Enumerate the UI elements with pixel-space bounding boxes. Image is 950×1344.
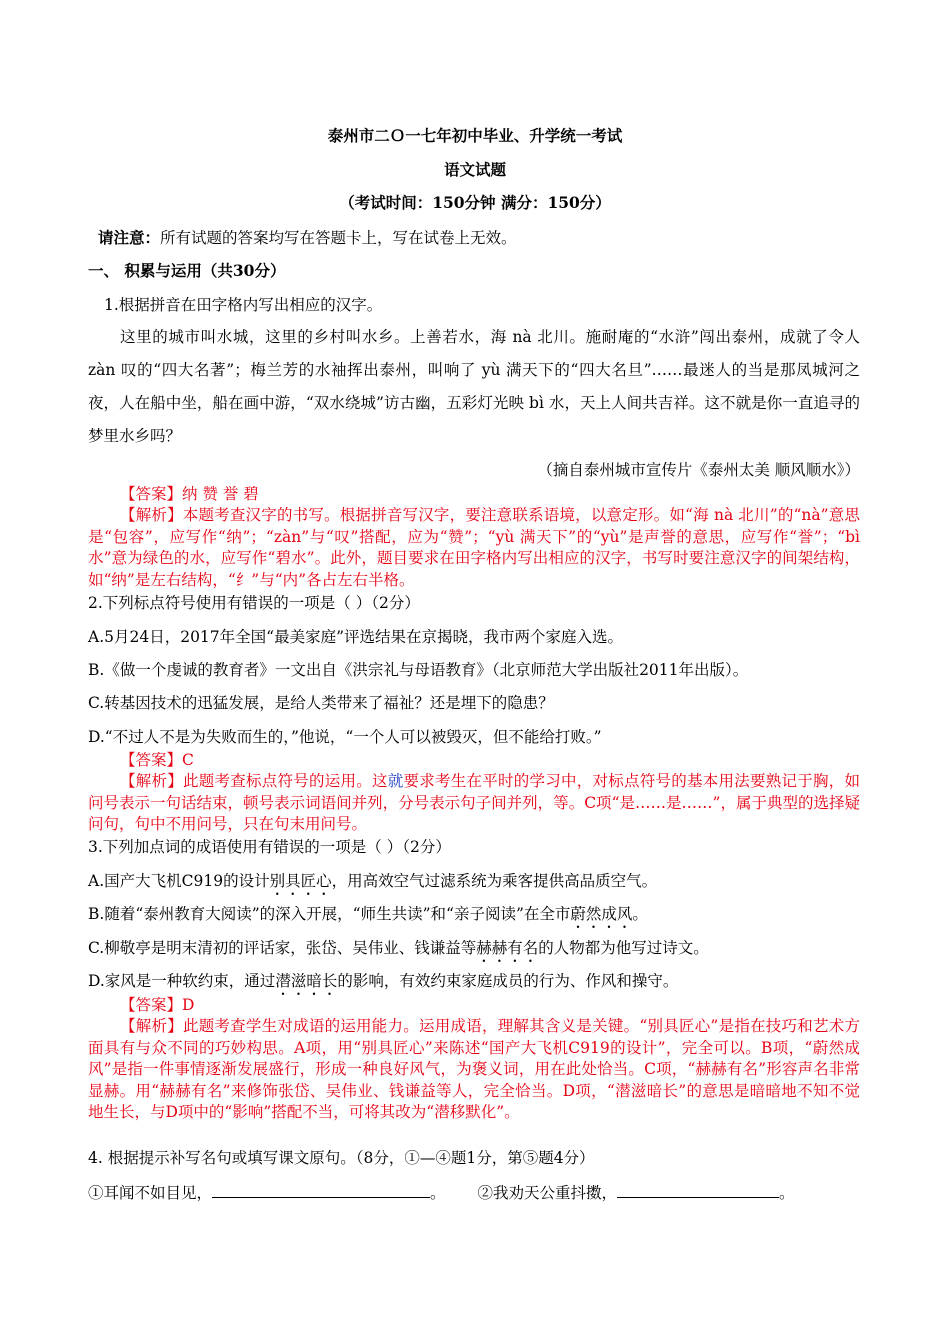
q2-option-d: D.“不过人不是为失败而生的，”他说，“一个人可以被毁灭，但不能给打败。” — [88, 728, 602, 746]
section-heading: 一、 积累与运用（共30分） — [88, 261, 286, 280]
analysis-text: 要求考生在平时的学习中，对标点符号的基本用法要熟记于胸，如问号表示一句话结束，顿号表示词语间并列，分号表示句子间并列，等。C项“是……是……”，属于典型的选择疑问句，句中不用问号，只在句末用问号。 — [88, 772, 860, 833]
q4-item1: ①耳闻不如目见， — [88, 1184, 213, 1202]
exam-info: （考试时间：150分钟 满分：150分） — [339, 193, 611, 212]
answer-text: 纳 赞 誉 碧 — [182, 485, 259, 503]
answer-label: 【答案】 — [120, 751, 183, 769]
q3-option-b — [88, 903, 648, 932]
option-text: A.国产大飞机C919的设计 — [88, 872, 270, 890]
answer-blank[interactable] — [212, 1181, 430, 1198]
answer-text: D — [182, 996, 195, 1014]
q2-stem: 2.下列标点符号使用有错误的一项是（ ）（2分） — [88, 594, 420, 612]
answer-label: 【答案】 — [120, 485, 183, 503]
option-text: ，用高效空气过滤系统为乘客提供高品质空气。 — [331, 872, 658, 890]
q1-stem: 1.根据拼音在田字格内写出相应的汉字。 — [104, 296, 383, 314]
q2-option-b: B.《做一个虔诚的教育者》一文出自《洪宗礼与母语教育》（北京师范大学出版社2011年出版）。 — [88, 661, 749, 679]
q4-item1-end: 。 — [430, 1184, 446, 1202]
notice-text: 所有试题的答案均写在答题卡上，写在试卷上无效。 — [160, 229, 517, 247]
q3-stem: 3.下列加点词的成语使用有错误的一项是（ ）（2分） — [88, 838, 451, 856]
q4-stem: 4. 根据提示补写名句或填写课文原句。（8分，①—④题1分，第⑤题4分） — [88, 1149, 595, 1167]
q2-analysis — [88, 771, 860, 836]
answer-label: 【答案】 — [120, 996, 183, 1014]
dotted-idiom: 蔚然成风 — [570, 905, 633, 923]
notice — [98, 227, 517, 249]
exam-subtitle: 语文试题 — [443, 160, 506, 179]
analysis-label: 【解析】 — [120, 506, 183, 524]
dotted-idiom: 潜滋暗长 — [275, 972, 338, 990]
q2-option-a: A.5月24日，2017年全国“最美家庭”评选结果在京揭晓，我市两个家庭入选。 — [88, 628, 624, 646]
dotted-idiom: 赫赫有名 — [476, 939, 539, 957]
option-text: C.柳敬亭是明末清初的评话家，张岱、吴伟业、钱谦益等 — [88, 939, 477, 957]
option-text: 的影响，有效约束家庭成员的行为、作风和操守。 — [337, 972, 679, 990]
exam-title: 泰州市二Ｏ一七年初中毕业、升学统一考试 — [327, 126, 623, 145]
q4-items — [88, 1181, 795, 1204]
q1-analysis — [88, 505, 860, 591]
answer-blank[interactable] — [617, 1181, 779, 1198]
analysis-highlight: 就 — [387, 772, 404, 790]
q2-option-c: C.转基因技术的迅猛发展，是给人类带来了福祉？还是埋下的隐患？ — [88, 694, 554, 712]
analysis-label: 【解析】 — [120, 772, 183, 790]
option-text: D.家风是一种软约束，通过 — [88, 972, 276, 990]
q3-option-a — [88, 870, 657, 899]
analysis-text: 此题考查学生对成语的运用能力。运用成语，理解其含义是关键。“别具匠心”是指在技巧和艺术方面具有与众不同的巧妙构思。A项，用“别具匠心”来陈述“国产大飞机C919的设计”，完全可以。B项，“蔚然成风”是指一件事情逐渐发展盛行，形成一种良好风气，为褒义词，用在此处恰当。C项，“赫赫有名”形容声名非常显赫。用“赫赫有名”来修饰张岱、吴伟业、钱谦益等人，完全恰当。D项，“潜滋暗长”的意思是暗暗地不知不觉地生长，与D项中的“影响”搭配不当，可将其改为“潜移默化”。 — [88, 1017, 860, 1121]
notice-label: 请注意： — [98, 228, 161, 247]
option-text: 的人物都为他写过诗文。 — [538, 939, 709, 957]
analysis-label: 【解析】 — [120, 1017, 183, 1035]
answer-text: C — [182, 751, 194, 769]
q1-source: （摘自泰州城市宣传片《泰州太美 顺风顺水》） — [537, 461, 860, 479]
dotted-idiom: 别具匠心 — [269, 872, 332, 890]
q1-passage: 这里的城市叫水城，这里的乡村叫水乡。上善若水，海 nà 北川。施耐庵的“水浒”闯出泰州，成就了令人 zàn 叹的“四大名著”；梅兰芳的水袖挥出泰州，叫响了 yù 满天下的“四大名旦”……最迷人的当是那凤城河之夜，人在船中坐，船在画中游，“双水绕城”访古幽，五彩灯光映 bì 水，天上人间共吉祥。这不就是你一直追寻的梦里水乡吗？ — [88, 328, 860, 445]
analysis-text: 本题考查汉字的书写。根据拼音写汉字，要注意联系语境，以意定形。如“海 nà 北川”的“nà”意思是“包容”，应写作“纳”；“zàn”与“叹”搭配，应为“赞”；“yù 满天下”的“yù”是声誉的意思，应写作“誉”；“bì 水”意为绿色的水，应写作“碧水”。此外，题目要求在田字格内写出相应的汉字，书写时要注意汉字的间架结构，如“纳”是左右结构，“纟”与“内”各占左右半格。 — [88, 506, 860, 589]
q4-item2: ②我劝天公重抖擞， — [477, 1184, 618, 1202]
q3-answer — [120, 994, 194, 1016]
q4-item2-end: 。 — [779, 1184, 795, 1202]
q3-option-c — [88, 937, 709, 966]
analysis-text: 此题考查标点符号的运用。这 — [183, 772, 388, 790]
q1-answer — [120, 483, 259, 505]
q3-analysis — [88, 1016, 860, 1124]
q2-answer — [120, 749, 194, 771]
option-text: 。 — [632, 905, 648, 923]
option-text: B.随着“泰州教育大阅读”的深入开展，“师生共读”和“亲子阅读”在全市 — [88, 905, 571, 923]
